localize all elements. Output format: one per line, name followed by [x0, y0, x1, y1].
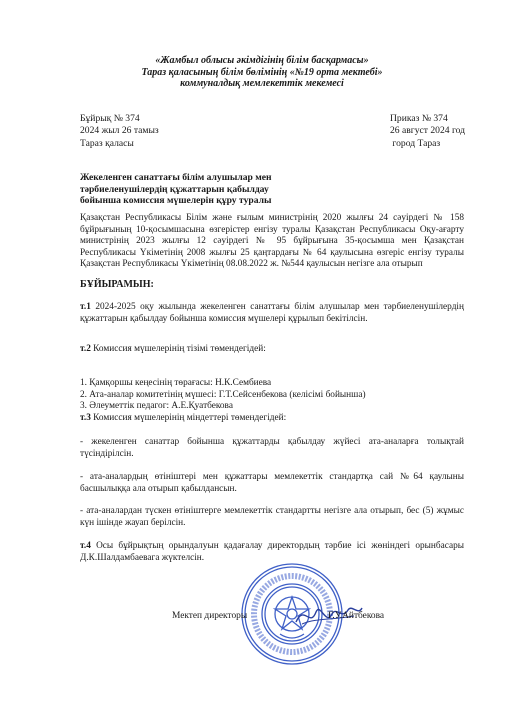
order-meta-russian: [390, 113, 465, 150]
order-meta-kazakh: [80, 113, 159, 150]
order-number-ru: Приказ № 374: [390, 113, 448, 124]
header-line-1: «Жамбыл облысы әкімдігінің білім басқармасы»: [155, 55, 369, 66]
duty-1: - жекеленген санаттар бойынша құжаттарды қабылдау жүйесі ата-аналарға толықтай түсіндірілсін.: [80, 437, 464, 459]
duty-3: - ата-аналардан түскен өтініштерге мемлекеттік стандартты негізге ала отырып, бес (5) жұмыс күн ішінде жауап берілсін.: [80, 506, 464, 528]
clause-2-label: т.2: [80, 344, 91, 354]
order-date-kz: 2024 жыл 26 тамыз: [80, 124, 159, 136]
clause-2: [80, 344, 464, 356]
list-item: 1. Қамқоршы кеңесінің төрағасы: Н.К.Сембиева: [80, 378, 272, 388]
clause-1-text: 2024-2025 оқу жылында жекеленген санаттағы білім алушылар мен тәрбиеленушілердің құжаттарын қабылдау бойынша комиссия мүшелері құрылып бекітілсін.: [80, 302, 464, 324]
clause-4-text: Осы бұйрықтың орындалуын қадағалау директордың тәрбие ісі жөніндегі орынбасары Д.К.Шалдамбаевага жүктелсін.: [80, 541, 464, 563]
title-line-3: бойынша комиссия мүшелерін құру туралы: [80, 195, 272, 206]
signature-name: Г.У.Айтбекова: [328, 611, 385, 621]
order-place-ru: город Тараз: [390, 138, 441, 149]
order-word: БҰЙЫРАМЫН:: [80, 279, 154, 290]
duty-2: - ата-аналардың өтініштері мен құжаттары мемлекеттік стандартқа сай №64 қаулыны басшылыққа ала отырып қабылдансын.: [80, 472, 464, 494]
title-line-2: тәрбиеленушілердің құжаттарын қабылдау: [80, 183, 269, 195]
organization-header: [70, 55, 454, 90]
intro-paragraph: Қазақстан Республикасы Білім және ғылым министрінің 2020 жылғы 24 сәуірдегі № 158 бұйрығының 10-қосымшасына өзгерістер енгізу туралы Қазақстан Республикасы Оқу-ағарту министрінің 2023 жылғы 12 сәуірдегі № 95 бұйрығына 35-қосымша мен Қазақстан Республикасы Үкіметінің 2008 жылғы 25 қаңтардағы № 64 қаулысына өзгеріс енгізу туралы Қазақстан Республикасы Үкіметінің 08.08.2022 ж. №544 қаулысын негізге ала отырып: [80, 213, 464, 270]
clause-3-label: т.3: [80, 413, 91, 423]
list-item: 3. Әлеуметтік педагог: А.Е.Қуатбекова: [80, 401, 233, 412]
header-line-3: коммуналдық мемлекеттік мекемесі: [180, 78, 344, 89]
clause-2-text: Комиссия мүшелерінің тізімі төмендегідей:: [90, 344, 266, 354]
clause-1-label: т.1: [80, 302, 91, 312]
header-line-2: Тараз қаласының білім бөлімінің «№19 орта мектебі»: [141, 66, 383, 78]
document-title: [80, 172, 272, 207]
clause-4: [80, 541, 464, 564]
order-date-ru: 26 август 2024 год: [390, 124, 466, 136]
clause-4-label: т.4: [80, 541, 91, 551]
commission-members-list: [80, 378, 366, 413]
order-number-kz: Бұйрық № 374: [80, 113, 140, 124]
clause-3: [80, 413, 464, 425]
order-place-kz: Тараз қаласы: [80, 138, 134, 149]
list-item: 2. Ата-аналар комитетінің мүшесі: Г.Т.Сейсенбекова (келісімі бойынша): [80, 389, 366, 400]
clause-3-text: Комиссия мүшелерінің міндеттері төмендегідей:: [90, 413, 287, 423]
clause-1: [80, 302, 464, 325]
signature-position: Мектеп директоры: [172, 611, 248, 621]
title-line-1: Жекеленген санаттағы білім алушылар мен: [80, 172, 272, 183]
